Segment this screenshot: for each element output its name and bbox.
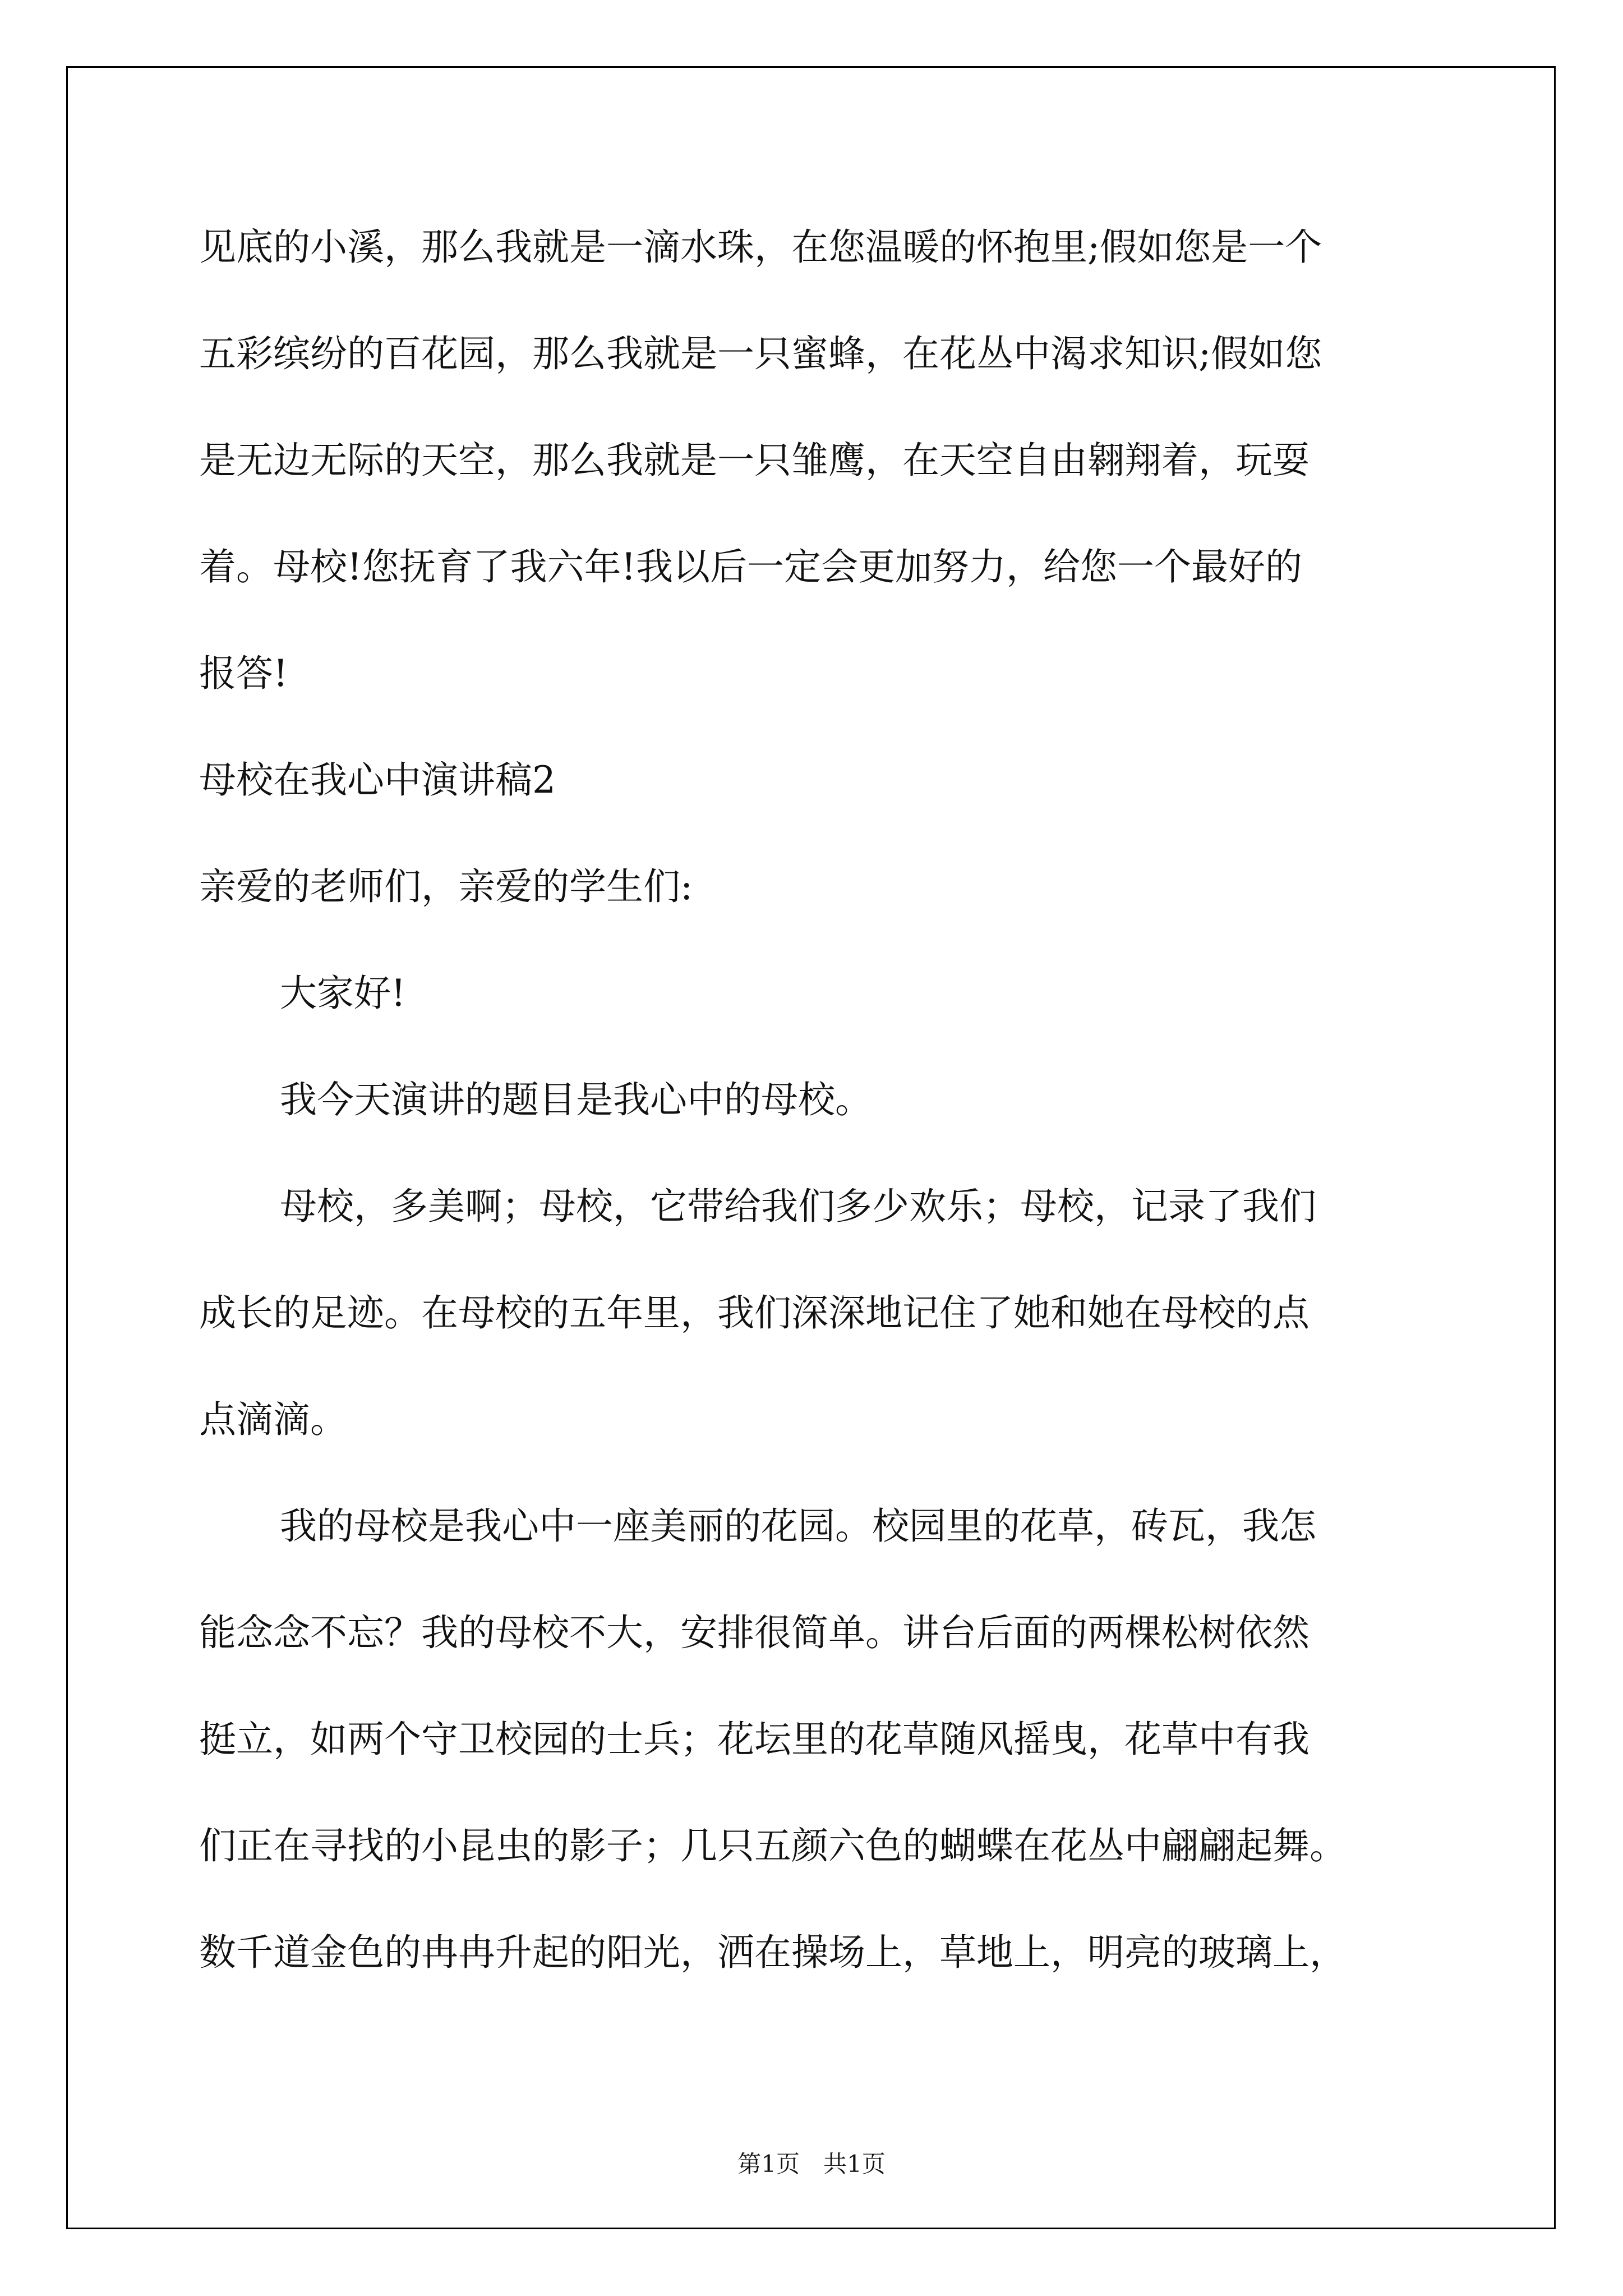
body-line-3: 是无边无际的天空，那么我就是一只雏鹰，在天空自由翱翔着，玩耍 (199, 439, 1310, 482)
topic-line: 我今天演讲的题目是我心中的母校。 (280, 1078, 872, 1121)
section-title: 母校在我心中演讲稿2 (199, 758, 556, 802)
body-line-16: 们正在寻找的小昆虫的影子；几只五颜六色的蝴蝶在花丛中翩翩起舞。 (199, 1824, 1347, 1867)
page-border (66, 66, 1556, 2229)
body-line-1: 见底的小溪，那么我就是一滴水珠，在您温暖的怀抱里;假如您是一个 (199, 226, 1322, 269)
salutation: 亲爱的老师们，亲爱的学生们: (199, 865, 693, 908)
body-line-10: 母校，多美啊；母校，它带给我们多少欢乐；母校，记录了我们 (280, 1185, 1316, 1228)
body-line-4: 着。母校!您抚育了我六年!我以后一定会更加努力，给您一个最好的 (199, 545, 1303, 588)
body-line-5: 报答! (199, 652, 288, 695)
body-line-11: 成长的足迹。在母校的五年里，我们深深地记住了她和她在母校的点 (199, 1291, 1310, 1335)
body-line-13: 我的母校是我心中一座美丽的花园。校园里的花草，砖瓦，我怎 (280, 1504, 1316, 1548)
body-line-17: 数千道金色的冉冉升起的阳光，洒在操场上，草地上，明亮的玻璃上， (199, 1931, 1347, 1974)
page-number-footer: 第1页 共1页 (737, 2150, 886, 2178)
body-line-14: 能念念不忘？我的母校不大，安排很简单。讲台后面的两棵松树依然 (199, 1611, 1310, 1654)
body-line-15: 挺立，如两个守卫校园的士兵；花坛里的花草随风摇曳，花草中有我 (199, 1718, 1310, 1761)
greeting: 大家好! (280, 972, 406, 1015)
body-line-12: 点滴滴。 (199, 1398, 347, 1441)
body-line-2: 五彩缤纷的百花园，那么我就是一只蜜蜂，在花丛中渴求知识;假如您 (199, 332, 1322, 375)
